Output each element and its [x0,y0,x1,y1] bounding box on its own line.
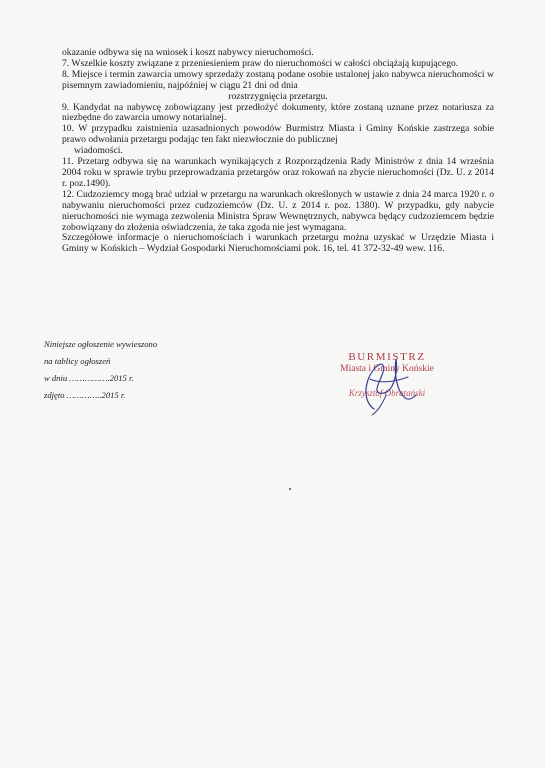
paragraph-8-end: rozstrzygnięcia przetargu. [228,90,328,102]
stamp-subtitle: Miasta i Gminy Końskie [340,364,434,374]
paragraph-9: 9. Kandydat na nabywcę zobowiązany jest przedłożyć dokumenty, które zostaną uznane przez notariusza za niezbędne do zawarcia umowy notarialnej. [62,101,494,124]
stamp-name: Krzysztof Obratański [348,388,426,398]
paragraph-10-end: wiadomości. [74,145,123,157]
notice-line-3: w dniu …………….2015 r. [44,373,134,383]
page-speck [289,488,291,490]
paragraph-7: 7. Wszelkie koszty związane z przeniesieniem praw do nieruchomości w całości obciążają kupującego. [62,57,459,69]
paragraph-6-end: okazanie odbywa się na wniosek i koszt nabywcy nieruchomości. [62,47,314,58]
details-paragraph: Szczegółowe informacje o nieruchomościach i warunkach przetargu można uzyskać w Urzędzie Miasta i Gminy w Końskich – Wydział Gospodarki Nieruchomościami pok. 16, tel. 41 372-32-49 wew. 116. [62,232,494,255]
notice-line-1: Niniejsze ogłoszenie wywieszono [44,339,158,349]
notice-line-4: zdjęto …………..2015 r. [44,390,126,400]
paragraph-11: 11. Przetarg odbywa się na warunkach wynikających z Rozporządzenia Rady Ministrów z dnia 14 września 2004 roku w sprawie trybu przeprowadzania przetargów oraz rokowań na zbycie nieruchomości (Dz. U. z 2014 r. poz.1490). [62,156,494,189]
mayor-stamp [312,349,462,419]
signature-icon [312,349,462,419]
notice-line-2: na tablicy ogłoszeń [44,356,111,366]
announcement-body [62,48,494,255]
paragraph-12: 12. Cudzoziemcy mogą brać udział w przetargu na warunkach określonych w ustawie z dnia 24 marca 1920 r. o nabywaniu nieruchomości przez cudzoziemców (Dz. U. z 2014 r. poz. 1380). W przypadku, gdy nabycie nieruchomości nie wymaga zezwolenia Ministra Spraw Wewnętrznych, nabywca będący cudzoziemcem będzie zobowiązany do złożenia oświadczenia, że taka zgoda nie jest wymagana. [62,188,494,233]
paragraph-10: 10. W przypadku zaistnienia uzasadnionych powodów Burmistrz Miasta i Gminy Końskie zastrzega sobie prawo odwołania przetargu podając ten fakt niezwłocznie do publicznej [62,123,494,146]
stamp-title: BURMISTRZ [348,351,426,363]
paragraph-8: 8. Miejsce i termin zawarcia umowy sprzedaży zostaną podane osobie ustalonej jako nabywca nieruchomości w pisemnym zawiadomieniu, najpóźniej w ciągu 21 dni od dnia [62,68,494,91]
